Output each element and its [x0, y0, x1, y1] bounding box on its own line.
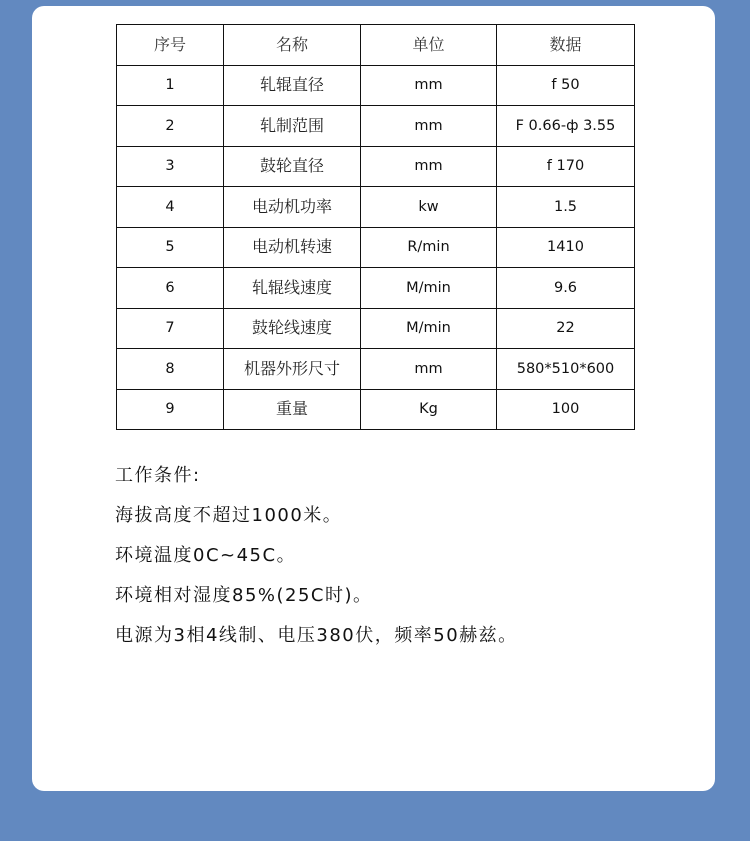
cell-unit: kw [361, 187, 497, 228]
cell-unit: M/min [361, 308, 497, 349]
cell-name: 轧制范围 [224, 106, 361, 147]
cell-no: 1 [117, 65, 224, 106]
cell-no: 5 [117, 227, 224, 268]
cell-unit: Kg [361, 389, 497, 430]
cell-no: 8 [117, 349, 224, 390]
cell-no: 9 [117, 389, 224, 430]
table-row [117, 349, 635, 390]
table-row [117, 268, 635, 309]
cell-name: 鼓轮线速度 [224, 308, 361, 349]
header-unit: 单位 [361, 25, 497, 66]
cell-name: 重量 [224, 389, 361, 430]
cell-value: 1.5 [497, 187, 635, 228]
cell-value: 22 [497, 308, 635, 349]
cell-value: f 50 [497, 65, 635, 106]
cell-value: F 0.66-ф 3.55 [497, 106, 635, 147]
table-row [117, 389, 635, 430]
cell-unit: R/min [361, 227, 497, 268]
table-row [117, 106, 635, 147]
content-card [32, 6, 715, 791]
table-row [117, 227, 635, 268]
cell-unit: mm [361, 65, 497, 106]
cell-name: 轧辊线速度 [224, 268, 361, 309]
condition-power-supply: 电源为3相4线制、电压380伏，频率50赫兹。 [115, 625, 518, 646]
cell-unit: mm [361, 146, 497, 187]
cell-value: 1410 [497, 227, 635, 268]
header-no: 序号 [117, 25, 224, 66]
conditions-title: 工作条件: [115, 465, 201, 486]
header-name: 名称 [224, 25, 361, 66]
cell-no: 4 [117, 187, 224, 228]
cell-unit: mm [361, 106, 497, 147]
cell-no: 7 [117, 308, 224, 349]
cell-value: 100 [497, 389, 635, 430]
cell-value: 9.6 [497, 268, 635, 309]
cell-name: 电动机功率 [224, 187, 361, 228]
cell-no: 6 [117, 268, 224, 309]
condition-humidity: 环境相对湿度85%(25C时)。 [115, 585, 373, 606]
table-row [117, 308, 635, 349]
table-row [117, 65, 635, 106]
working-conditions [115, 464, 695, 664]
cell-name: 轧辊直径 [224, 65, 361, 106]
header-value: 数据 [497, 25, 635, 66]
cell-value: 580*510*600 [497, 349, 635, 390]
condition-temperature: 环境温度0C~45C。 [115, 545, 297, 566]
spec-table [116, 24, 635, 430]
cell-value: f 170 [497, 146, 635, 187]
cell-no: 3 [117, 146, 224, 187]
cell-unit: mm [361, 349, 497, 390]
cell-name: 电动机转速 [224, 227, 361, 268]
table-row [117, 187, 635, 228]
cell-name: 机器外形尺寸 [224, 349, 361, 390]
cell-name: 鼓轮直径 [224, 146, 361, 187]
cell-unit: M/min [361, 268, 497, 309]
cell-no: 2 [117, 106, 224, 147]
table-header-row [117, 25, 635, 66]
table-row [117, 146, 635, 187]
condition-altitude: 海拔高度不超过1000米。 [115, 505, 343, 526]
